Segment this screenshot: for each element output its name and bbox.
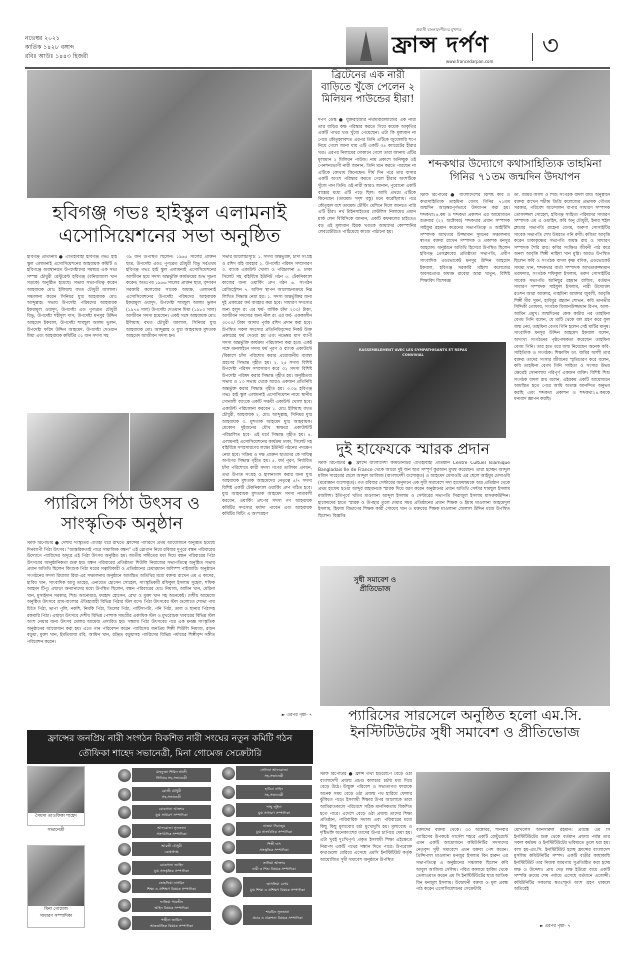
secretary-name: মিনা গোমেজ [44,907,68,912]
member-role: সাংগঠনিক সম্পাদিকা [156,831,187,836]
member-tile [132,898,211,912]
mc-institute-photo [320,566,610,706]
leader-card-president [27,766,85,826]
member-name: আরতী চৌধুরী [161,844,182,848]
president-name: সৈয়দা তাওফিকা শাহেদ [35,814,77,819]
member-avatar [222,804,235,817]
member-tile [236,859,312,873]
britain-headline: ব্রিটেনের এক নারী বাড়িতে খুঁজে পেলেন ২ মিলিয়ন পাউন্ডের হীরা! [321,70,415,105]
member-name: আফরোজা সুলতানা [157,825,186,830]
secretary-photo [28,846,84,906]
habiganj-continue-link[interactable]: ► এরপর পৃষ্ঠা- ৭ [281,713,312,718]
date-hijri: রবিঃ আউঃ ১৪৪৩ হিজরী [25,53,88,60]
eiffel-tower-logo-image [346,27,388,65]
member-avatar [222,860,235,873]
member-name: সেলিনা আফরোজা [260,768,288,772]
member-tile [132,916,211,930]
member-avatar [118,899,131,912]
member-tile [132,861,211,875]
pitha-women-photo [27,413,129,491]
hafez-headline: দুই হাফেযকে স্মারক প্রদান [336,440,490,458]
habiganj-col-3: সভার আলোচ্যসূচি: ১. সদস্য অন্তর্ভুক্তি, চাঁদা সংগ্রহ ও রশিদ বহি ব্যবহার ২. উপদেষ্টা পরিষদ সম্প্রসারণ ৩. ব্যাংক একাউন্ট খোলা ও পরিচালনা ৪. ঢাকা সিলেট সহ বহির্বিশ্বে ইউনিট গঠন ৫. টেকনিক্যাল কাজের জন্য ওয়ার্কিং গ্রুপ গঠন ৬. সংগঠন রেজিস্ট্রেশন ৭. অফিস স্থাপন আলোচনাক্রমে নিম্ন লিখিত সিদ্ধান্ত নেয়া হয়। ১. সদস্য অন্তর্ভুক্তির জন্য দুই প্রকারের ফর্ম ব্যবহার করা হবে। সাধারণ সদস্যের জন্য হলুদ রং এর ফর্ম- বার্ষিক চাঁদা ২০০/ টাকা, আজীবন সদস্যের জন্য নীল রং এর ফর্ম- এককালীন ৩০০০/ টাকা আদায় পূর্বক রশিদ প্রদান করা হবে। উপস্থিত সকল সদস্যের প্রতিনিধিবৃন্দের নিকট উক্ত প্রকারের ফর্ম দেওয়া হয় এবং নভেম্বর মাস ব্যাপী সদস্য অন্তর্ভুক্তি কার্যক্রম পরিচালনা করা হবে। একই সঙ্গে অনলাইনে সদস্য ফর্ম পূরণ ও ব্যাংক একাউন্টে /বিকাশে চাঁদা পরিশোধ করার প্রয়োজনীয় ব্যবস্থা গ্রহণের সিদ্ধান্ত গৃহীত হয়। ২. ২৫ সদস্য বিশিষ্ট উপদেষ্টা পরিষদ সম্প্রসারণ করে ৩১ সদস্য বিশিষ্ট উপদেষ্টা পরিষদ করার সিদ্ধান্ত গৃহীত হয়। অনুষ্ঠিতব্য সভায় ও ১৩ সভায় থেকে আরও একজন প্রতিনিধি অন্তর্ভুক্ত করার সিদ্ধান্ত গৃহীত হয়। ৩.০৯ হবিগঞ্জ গভঃ হাই স্কুল এলামনাই এসোসিয়েশন নামে স্থানীয় সোনালী ব্যাংকে একটি সঞ্চয়ী একাউন্ট খোলা হবে। একাউন্ট পরিচালনা করবেন ১. মোঃ ইলিয়াছ বখত চৌধুরী, আহবায়ক ২. মোঃ আব্দুল্লাহ, সিনিয়র যুগ্ম আহবায়ক ৩. মুশতাক আহমেদ যুগ্ম আহবায়ক। যেকোন দুইজনের যৌথ স্বাক্ষরে একাউন্টটি পরিচালিত হবে- এই মর্মে সিদ্ধান্ত গৃহীত হয়। ৪. এলামনাই এসোসিয়েশনের কার্যক্রম ঢাকা, সিলেট সহ বহির্বিশ্বে সম্প্রসারণের লক্ষ্যে ইউনিট গঠনের পদক্ষেপ নেয়া হবে। সক্রিয় ও দক্ষ প্রাক্তন ছাত্রদের কে দায়িত্ব অর্পণের সিদ্ধান্ত গৃহীত হয়। ৫. ফর্ম পূরণ, নির্ধারিত চাঁদা পরিশোধে কারী সদস্য গণের তালিকা প্রণয়ন, তথ্য উপাত্ত সংগ্রহ ও হালনাগাদ করার জন্য যুগ্ম আহবায়ক মুশতাক আহমেদের নেতৃত্বে ৫/৭ সদস্য বিশিষ্ট একটি টেকনিক্যাল ওয়ার্কিং গ্রুপ গঠিত হবে। যুগ্ম আহবায়ক মুশতাক আহমেদ সদস্য নামাবলী করবেন, ওয়ার্কিং গ্রুপের সদস্য গণ আহবায়ক কমিটির সদস্যের মর্যাদা পাবেন এবং আহবায়ক কমিটির মিটিং এ অংশগ্রহণ [222,255,312,518]
member-name: হাবিবা নাহিদ [264,786,284,791]
member-tile [132,787,211,801]
member-name: তানিয়া আক্তার [263,860,285,865]
member-tile [236,840,312,854]
member-avatar [118,917,131,930]
member-role: সহ-সভানেত্রী [162,794,181,799]
member-avatar [222,786,235,799]
member-name: শিল্পী দাস [267,842,281,846]
mc-meeting-photo [416,772,610,824]
member-name: শাম্মু জুঁইদা [266,805,282,809]
mc-col-1: স্টাফ রিপোর্টার ● ফ্রান্স তথা ইউরোপে বেড়ে ওঠা বাংলাদেশী প্রজন্ম প্রচণ্ড কালচার চর্চার মধ্য দিয়ে বেড়ে উঠে। উন্মুক্ত পরিবেশ ও সভ্যতাগত ফারাকে অনেক সময় বেড়ে ওঠা প্রজন্ম পথ হারিয়ে ফেলার ঝুঁকিতে পড়ে। ইসলামী শিক্ষার উপর আলোকে তারা আমিরাতকালে পরিবেশে সঠিক মানসিকতায় বিকশিত হতে পারে। এদেশে বেড়ে ওঠা প্রজন্ম তাদের শিক্ষা প্রতিষ্ঠান, পারিবারিক সমাজ এবং পরিবারের মধ্যে কিছু কিছু মুল্যবোধ চর্চা মুখোমুখি হয়। মূল্যবোধ ও দৃষ্টিভঙ্গি অনেকাংশের তাদের উপর চাপিয়ে দেয়া হয়। এটা খুবই দুঃখিপূর্ণ। প্রকৃত ইসলামী শিক্ষা এইক্ষেত্রে নিরাপদ একটি পথের সন্ধান দিতে পারে। উপরোক্ত কথাগুলো বেরিয়ে এসেছে এমসি ইনস্টিটিউট কর্তৃক আয়োজিত সুধী সমাবেশ অনুষ্ঠানে উপস্থিত [320,772,412,863]
newspaper-url[interactable]: www.francedarpan.com [446,59,494,64]
member-avatar [222,841,235,854]
header-rule [25,67,610,69]
member-role: যুগ্ম শিক্ষা ও প্রশিক্ষণ বিষয়ক সম্পাদিকা [249,888,306,892]
tahmina-col-2: ডা. জমির আলী ও শিশু সংগঠক বাদল রায়। অনুষ্ঠানে বক্তব্য রাখেন শচীন্দ্র ডিগ্রি কলেজের প্রভাষক গৌতম সরকার, পরিবেশ আন্দোলন বাপার সাধারণ সম্পাদক তোফাজ্জল সোহেল, হবিগঞ্জ সাহিত্য পরিষদের সাধারণ সম্পাদক এম এ ওয়াহিদ, কবি অনু চৌধুরী, ইনার হুইল ক্লাবের সভাপতি রাহেনা বেগম, অরুণা সোসাইটির সাবেক সভাপতি শেখ উমরাত গনি রুবী। কবিতা আবৃত্তি করেন চাকাকৃষ্ণের সভাপতি জয়ন্ত রায় ও সাধারণ সম্পাদক শৈরি রায়। কবির সংক্ষিপ্ত জীবনী পাঠ করে অনল আবৃত্তি শিল্পী নাহিদা খান মুন্নি। আরও উপস্থিত ছিলেন কবি ও সংগঠক বাদল কৃষ্ণ বণিক, এডভোকেট সায়মা খান, শব্দকথার বার্তা সম্পাদক আখতারুজ্জামান তরফদার, সংগঠক শফিকুল ইসলাম, তরুণ সোসাইটির সাবেক সভাপতি আনিছুর রহমান রাজিব, বর্তমান সাধারণ সম্পাদক সাইফুল ইসলাম, নারী উদ্যোক্তা রওশন আরা আক্তার, তাহমিনা আক্তার জুবলী, আবৃত্তি শিল্পী মীর সুমন, হাবিবুর রহমান শোভন, কবি তানভীর সিদ্দিকী তোফায়, সংগঠক মিজানউজ্জামান রিপন, আল-আমিন প্রমুখ। জন্মদিনের কেক কাটার পর তাহমিনা বেগম গিনি বলেন, যে মাটি থেকে বল গ্রহণ করে ফুল জন্ম নেয়, তাহমিনা বেগম গিনি হলেন সেই মাটির মানুষ। সাংবাদিক মনসুর উদ্দিন আহমেদ ইকবাল বলেন, অসংখ্য সংগঠনের পৃষ্ঠপোষকতা করেছেন তাহমিনা বেগম গিনি। তার হাত ধরে জন্ম নিয়েছেন অনেক কবি-সাহিত্যিক ও সংগঠক। শিক্ষাবিদ ডা. জমির আলী তার বক্তব্য তাদের সংসার জীবনের স্মৃতিচারণ করে বলেন, কবি তাহমিনা বেগম গিনি সাহিত্য ও সংসার উভয় ক্ষেত্রেই সোনালায় পরিপূর্ণ একজন ব্যক্তি। বিশিষ্ট শিশু সংগঠক বাদল রায় বলেন, এইরকম একটি আয়োজনে আমন্ত্রিত হতে পেরে আমি অত্যন্ত আনন্দিত অনুভব করছি এবং শব্দকথা প্রকাশন ও শব্দকথা২৪.কমকে ধন্যবাদ জ্ঞাপন করছি। [514,193,610,403]
president-photo [28,767,84,813]
member-role: সিনিয়র সহ-সভানেত্রী [156,776,187,780]
member-name: ফাতিমা পারভীন [160,899,183,904]
member-role: কোষাধ্যক্ষ [164,850,179,854]
tahmina-headline: শব্দকথার উদ্যোগে কথাসাহিত্যিক তাহমিনা গিনির ৭১তম জন্মদিন উদযাপন [428,158,602,183]
member-tile [132,842,211,856]
member-name: রোকসানা আক্তার [158,807,185,811]
president-role: সভানেত্রী [47,828,65,833]
member-tile [243,877,312,897]
member-role: শিক্ষা ও প্রশিক্ষণ বিষয়ক সম্পাদিকা [147,887,196,891]
member-name: তাসলিমা বেগম [266,882,289,886]
member-avatar [118,825,131,838]
member-role: সহ-সভানেত্রী [264,774,284,778]
member-role: সাংস্কৃতিক সম্পাদিকা [259,848,289,852]
member-role: নারী ও শিশু বিষয়ক সম্পাদিকা [252,866,296,871]
member-name: নাজমা সিরাজুম [262,823,286,828]
committee-banner: ফ্রান্সের জনপ্রিয় নারী সংগঠন বিকশিত নারী সংঘের নতুন কমিটি গঠন তৌফিকা শাহেদ সভানেত্রী, মিনা গোমেজ সেক্রেটারি [27,730,313,764]
member-avatar [118,862,131,875]
member-name: রোকসানা জাহিদ [159,862,184,867]
member-name: শাহীনা জামিল [161,918,182,922]
mc-continue-link[interactable]: ► এরপর পৃষ্ঠা- ৭ [540,924,571,929]
leader-card-secretary [27,845,85,928]
member-role: যুগ্ম সাংগঠনিক সম্পাদিকা [255,829,293,834]
tahmina-col-1: স্টাফ রিপোর্টার ● বাংলাদেশের বিশিষ্ট কবি ও কথাসাহিত্যিক তাহমিনা বেগম গিনির ৭১তম জন্মদিন আড়ম্বরপূর্ণভাবে উদযাপন করা হয়। শব্দকথা২৪.কম ও শব্দকথা প্রকাশন এর আয়োজনে শুক্রবার (২২ অক্টোবর) শব্দকথার প্রধান সম্পাদক সাইফুর রহমান করেনের সভাপতিত্বে ও আইটিসি সম্পাদক আখতার উজ্জামান সুমনের সঞ্চালনায় স্বাগত বক্তব্য রাখেন সম্পাদক ও প্রকাশক মনসুর আহমেদ। অনুষ্ঠানে অতিথি হিসেবে উপস্থিত ছিলেন হবিগঞ্জ প্রেসক্লাবের প্রতিষ্ঠাতা সভাপতি, প্রবীণ সাংবাদিক এডভোকেট মনসুর উদ্দিন আহমেদ ইকবাল, হবিগঞ্জ সরকারি মহিলা কলেজের অবসরপ্রাপ্ত অধ্যক্ষ রাবেয়া আরা খাতুন, বিশিষ্ট শিক্ষাবিদ বিশেষজ্ঞ [420,193,510,284]
member-tile [132,768,211,782]
member-avatar [222,877,242,897]
member-name: তোহফিয়া নাসরিন [158,881,185,885]
habiganj-meeting-photo [27,70,312,198]
mc-col-3: মোখলেস আনসারুল রহমান। প্রবন্ধে এম সি ইনস্টিটিউটের শুরু থেকে বর্তমান প্রজন্ম পর্যন্ত তার সকল কর্মক্রম ও ইনস্টিটিউটের ভবিষ্যতে তুলে ধরা হয়। বলা হয়-এম.সি. ইনস্টিটিউট হচ্ছে ফ্রান্সের বাংলাদেশ মুসলিম কমিউনিটির সম্পদ। একটি বাড়ীর কাছাকাছি ইনস্টিটিউট তার নিজস্ব জায়গায় সুপ্রতিষ্ঠিত করা হচ্ছে লক্ষ ও উদ্দেশ্য। প্রায় দেড় লক্ষ ইউরো ব্যয়ে একটি সম্পত্তি ক্রয়ের শেষ পর্যায়ে এসেছে বর্তমানে এজেন্সী। কমিউনিটির সকলের স্বতঃস্ফূর্ত অংশ গ্রহণ থাকলে অতিরেই [514,828,610,893]
issue-date [25,34,88,61]
member-tile [236,785,312,799]
member-avatar [118,880,131,893]
pitha-food-photo [130,413,214,491]
member-role: আন্তর্জাতিক বিষয়ক সম্পাদিকা [149,924,194,928]
habiganj-headline: হবিগঞ্জ গভঃ হাইস্কুল এলামনাই এসোসিয়েশনের সভা অনুষ্ঠিত [52,202,287,247]
tahmina-event-photo [420,70,610,155]
member-avatar [118,806,131,819]
habiganj-col-2: ৩৯ জন উপস্থিত ছিলেন। ১৯৬৫ সালের প্রাক্তন ছাত্র, উপদেষ্টা এডঃ পুণ্যব্রত চৌধুরী বিভু সর্বপ্রথম হবিগঞ্জ গভঃ হাই স্কুল এলামনাই এসোসিয়েশনের আজীবন হয়ে সদস্য অন্তর্ভুক্তি কার্যক্রমের শুভ সূচনা করেন। অতঃপর ১৯৬৬ সালের প্রাক্তন ছাত্র, বৃন্দাবন সরকারি কলেজের সাবেক অধ্যক্ষ, এলামনাই এসোসিয়েশনের উপদেষ্টা পরিষদের আহবায়ক ইকরামুল ওয়াদুদ, উপদেষ্টা শামছুল আলম ভুলন (১৯৭৪ সাল) উপদেষ্টা দেওয়ান মিয়া (১৯৮০ সাল) আজীবন সদস্য হয়েছেন। একই সঙ্গে আহবায়ক মোঃ ইলিয়াছ বখত চৌধুরী জালাল, সিনিয়র যুগ্ম আহবায়ক মোঃ আব্দুল্লাহ ও যুগ্ম আহবায়ক মুশতাক আহমেদ আজীবন সদস্য হন। [126,255,216,340]
mc-col-2: বক্তাদের বক্তব্য থেকে। ৩০ অক্টোবর, শনিবার প্যারিসের উপকণ্ঠে সার্সেল শহরে একটি রেস্টুরেন্টে এমন একটি আয়োজনে কমিউনিটির সদস্যদের নেতৃবৃন্দ সুধী সমাবেশে এমন বক্তব্য পেশ করেন। প্রিন্সিপাল মাওলানা মনজুর ইসলাম বিন হারুন এর সভাপতিত্বে এ অনুষ্ঠানের সঞ্চালক ছিলেন কবি আবুল আজিজ সেলিম। পবিত্র কালামে হাকিম থেকে তেলাওয়াত করেন এম সি ইনস্টিটিউটের ছাত্র আতিক বিন মনজুল ইসলাম। উদ্বোধনী বক্তব্য ও মূল প্রবন্ধ পাঠ করেন এসোসিয়েশনের সেক্রেটারি [416,828,508,893]
hafez-photo-banner: RASSEMBLEMENT AVEC LES SYMPATHISANTS ET REPAS CONVIVIAL [358,348,468,357]
member-tile [132,805,211,819]
member-role: যুগ্ম সাধারণ সম্পাদিকা [257,811,291,815]
member-avatar [118,769,131,782]
member-name: মাহফুজা শিরিন আলী [156,770,187,774]
mc-photo-banner: সুধী সমাবেশ ও প্রীতিভোজ [354,576,396,593]
member-role: আইন বিষয়ক সম্পাদিকা [154,905,189,910]
britain-body: দর্পণ ডেস্ক ● যুক্তরাজ্যের নর্থামবারল্যান্ডের এক নারী তার বাড়ির কক্ষ পরিস্কার করতে গিয়ে কয়েক আকৃতির একটি পাথর খণ্ড খুঁজে পেয়েছেন। এটা কি মূল্যবান না পেয়ে কৌতূহলবশত এরপর তিনি এটিকে জুয়েলারি শপে নিয়ে গেলে জানা যায় এটি একটি ৩৪ ক্যারেটের হীরার খণ্ড। এরপর নিলামের দোকানে গেলে তারা জানায় এটির মূল্যমান ২ মিলিয়ন পাউন্ড। নাম প্রকাশে অনিচ্ছুক ওই পেনশনভোগী নারী জানান, তিনি মনে করতে পারছেন না এটিকে কোথায় কিনেছেন। দীর্ঘ দিন পরে তার বাসার একটি অংশে পরিস্কার করতে গেলে হীরার অংশটিকে খুঁজে পান তিনি। ওই নারী আরও জানান, পুরোনো একটি বাক্সের মধ্যে এটি পড়ে ছিল। আমি প্রথমে এটিকে কিনেছেন (ডায়মন্ড সদৃশ বস্তু) মনে করেছিলাম। পরে কৌতূহল বশে ডায়মন্ড টেস্টিং মেশিনে দিলে জানতে পারি এটি হীরা। নর্থ টাইনসাইডের ফেটলিস নিলামের প্রধান মার্ক লেন বিবিসিকে জানান, একটি কফকলের চাইতেও বড় এই মূল্যবান হিরক খণ্ডকে আমাদের কোম্পানির লেবরেটরিতে পাঠিয়েছে কাজে পাঠানো হয়। [318,118,416,236]
habiganj-col-1: হবিগঞ্জ প্রতিনিধি ● ঐতিহ্যবাহী হবিগঞ্জ গভঃ হাই স্কুল এলামনাই এসোসিয়েশনের আহবায়ক কমিটি ও হবিগঞ্জে অবস্থানরত উপদেষ্টাদের সমন্বয়ে এক সভা সম্পন্ন চৌধুরী রেস্টুরেন্ট হবিগঞ্জ (বনিয়াজাল খান সড়কে) অনুষ্ঠিত হয়েছে। সভায় সভাপতিত্ব করেন আহবায়ক মোঃ ইলিয়াছ বখত চৌধুরী জালাল। সঞ্চালনা করেন সিনিয়র যুগ্ম আহবায়ক মোঃ আব্দুল্লাহ। সভায় উপদেষ্টা পরিষদের আহবায়ক ইকরামুল ওয়াদুদ, উপদেষ্টা এড পুণ্যব্রত চৌধুরী বিভু, উপদেষ্টা শহীদুল দাস, উপদেষ্টা মনসুর উদ্দিন আহমেদ ইকবাল, উপদেষ্টা শামছুল আলম ভুলন, উপদেষ্টা ফরিদ উদ্দিন আহমেদ, উপদেষ্টা দেওয়ান মিয়া এবং আহবায়ক কমিটির ৩১ জন সদস্য সহ [27,255,117,340]
member-role: প্রচার ও প্রকাশনা বিষয়ক সম্পাদিকা [252,916,303,920]
member-tile [236,766,312,780]
member-tile [132,879,211,893]
member-avatar [222,905,242,925]
date-bengali: কার্তিক ১৪২৮ বঙ্গাব্দ [25,44,75,51]
date-gregorian: নভেম্বর ২০২১ [25,35,60,42]
member-tile [236,803,312,817]
member-tile [132,824,211,838]
member-role: যুগ্ম সাধারণ সম্পাদিকা [155,813,188,817]
member-avatar [222,823,235,836]
member-avatar [222,767,235,780]
masthead-divider [532,33,533,61]
member-role: সহ-সভানেত্রী [264,792,284,797]
hafez-body: স্টাফ রিপোর্টার ● ফ্রান্সে বাংলাদেশী কমিউনিটির ঐতিহ্যবাহী প্রতিষ্ঠান Centre Cultuel Islamique Bangladais Ile de France থেকে আরো দুই জন ছাত্র সম্পূর্ণ কুরআন মুখস্থ করেছেন। তারা হচ্ছেন আব্দুল মজিদ সাহেবের ছেলে আব্দুল আজিজ (বাংলাদেশী বংশোদ্ভূত) ও আহমেদ মেসাওয়ি এর ছেলে আইয়ুব মেসাওয়ি (মরোক্কান বংশোদ্ভূত)। গত রবিবার সেন্টারের অনুদানে এক সুধী সমাবেশে সদ্য হাফেযদ্বয়কে অত্র প্রতিষ্ঠান থেকে প্রথম হাফেয হওয়া আব্দুর রাহমানকে স্মারক দিয়ে বরণ করেন অনুষ্ঠানের প্রধান অতিথি সেন্টার শামছুল ইসলাম মজলিশ। ইতিপূর্বে খতিব মাওলানা আব্দুল ইসলাম ও সেন্টারের সভাপতি সিরাজুল ইসলাম মাসরুকউদ্দিন। হাফেযদের হাতে স্মারক ও উপহার তুলে দেয়ার সময় প্রতিষ্ঠানের প্রধান শিক্ষক ও ইমাম মাওলানা আহমেদুল ইসলাম, হিফজ বিভাগের শিক্ষক কারী সোয়েব খান ও মক্তবের শিক্ষক মাওলানা জেলাল উদ্দিন মজে উপস্থিত ছিলেন। বিজ্ঞপ্তি [318,461,510,519]
secretary-role: সাধারণ সম্পাদিকা [39,914,73,919]
member-avatar [118,788,131,801]
member-avatar [118,843,131,856]
mc-headline: প্যারিসের সারসেলে অনুষ্ঠিত হলো এম.সি. ইনস্টিটিউটের সুধী সমাবেশ ও প্রীতিভোজ [348,708,582,741]
member-tile [243,905,312,925]
member-name: রোজী চৌধুরী [161,788,182,793]
member-name: শারমিন সুলতানা [265,910,290,914]
member-tile [236,822,312,836]
pitha-body: স্টাফ রিপোর্টার ● দেশীয় সংস্কৃতির ঐতিহ্য ধরে রাখতে ফ্রান্সের প্যারিসে প্রথম আয়োজনে অনুষ্ঠিত হয়েছে দিনব্যাপী পিঠা উৎসব। "আন্তরিকতাই পারে সামাজিক বন্ধন" এই স্লোগান নিয়ে রবিবার দুপুরে বন্ধন পরিবারের উদ্যোগে প্যারিসের অদূরে এই পিঠা উৎসব অনুষ্ঠিত হয়। জাতীয় সঙ্গীতের মধ্য দিয়ে বন্ধন পরিবারের পিঠা উৎসবের আনুষ্ঠানিকতা শুরু হয়। বন্ধন পরিবারের প্রতিষ্ঠাতা শিউলি নিয়াজের সভাপতিত্বে অনুষ্ঠিত সভায় প্রধান অতিথি ছিলেন কিংশুক পিঠা ঘরের সত্বাধিকারী ও প্রতিষ্ঠানের চেয়ারম্যান অলিম্প পাইজারি। অনুষ্ঠানে সংগঠনের সদস্য রিয়াজা রিয়া-এর সঞ্চালনায় অনুষ্ঠানে আমন্ত্রিত অতিথির মধ্যে বক্তব্য রাখেন এম এ কাদের, হাবিব খান, সাংবাদিক আবু তাহের, এনায়েত হোসেন সোহেল, সাংস্কৃতিকর্মী রফিকুল ইসলাম সুহেল, শফিক আহমদ টিপু। এছাড়া অন্যান্যদের মধ্যে উপস্থিত ছিলেন, বন্ধন পরিবারের মোঃ নিয়াজ, আমিন খান, মেরিনা খান, মুসাইদান সরকার, শিশু আনোয়ার, ফরহাদ হোসেন, রেখা ও মুক্তা খান সহ অনেকেই। দেশীয় আমেজে অনুষ্ঠিত উৎসবে গ্রাম-বাংলার ঐতিহ্যবাহী বিভিন্ন পিঠার স্টল বসে। পিঠা উৎসবের স্টল গুলোতে শোভা পায় চিতৈ পিঠা, ভাপা পুলি, নকশি, নিমকি পিঠা, তিলের পিঠা, পাটিসাপটা, পনি পিঠা, ডাল ও ছানার পিঠাসহ রকমারি পিঠা। এছাড়া উৎসবে দেশীয় বিভিন্ন পোশাক সামগ্রীর একাধিক স্টল ও মুখরোচক খাবারের বিভিন্ন স্টল অংশ নেয়ার জন্য উৎসব মেলার আমেজ প্রসারিত হয়। সন্ধ্যায় পিঠা উৎসবের পরে এক মনজ্ঞ সাংস্কৃতিক অনুষ্ঠানের আয়োজন করা হয়। এতে গান পরিবেশন করেন প্যারিসের জনপ্রিয় শিল্পী শিউলি নিয়াজ, রজন বড়ুয়া, মুক্তা খান, ইমতিয়াজ রবি, আমিন খান, রঞ্জিত বড়ুয়াসহ প্যারিসের বিভিন্ন পর্যায়ের শিল্পীবৃন্দ সঙ্গীত পরিবেশন করেন। [27,541,215,645]
hafez-award-photo [318,342,506,438]
member-role: যুগ্ম সাংস্কৃতিক সম্পাদিকা [153,868,190,873]
masthead-tagline: প্রবাসী বাংলাদেশীদের মুখপত্র [416,27,462,32]
page-number: ৩ [542,31,559,61]
pitha-headline: প্যারিসে পিঠা উৎসব ও সাংস্কৃতিক অনুষ্ঠান [44,494,200,535]
masthead [346,27,596,67]
newspaper-title: ফ্রান্স দর্পণ [392,32,489,58]
